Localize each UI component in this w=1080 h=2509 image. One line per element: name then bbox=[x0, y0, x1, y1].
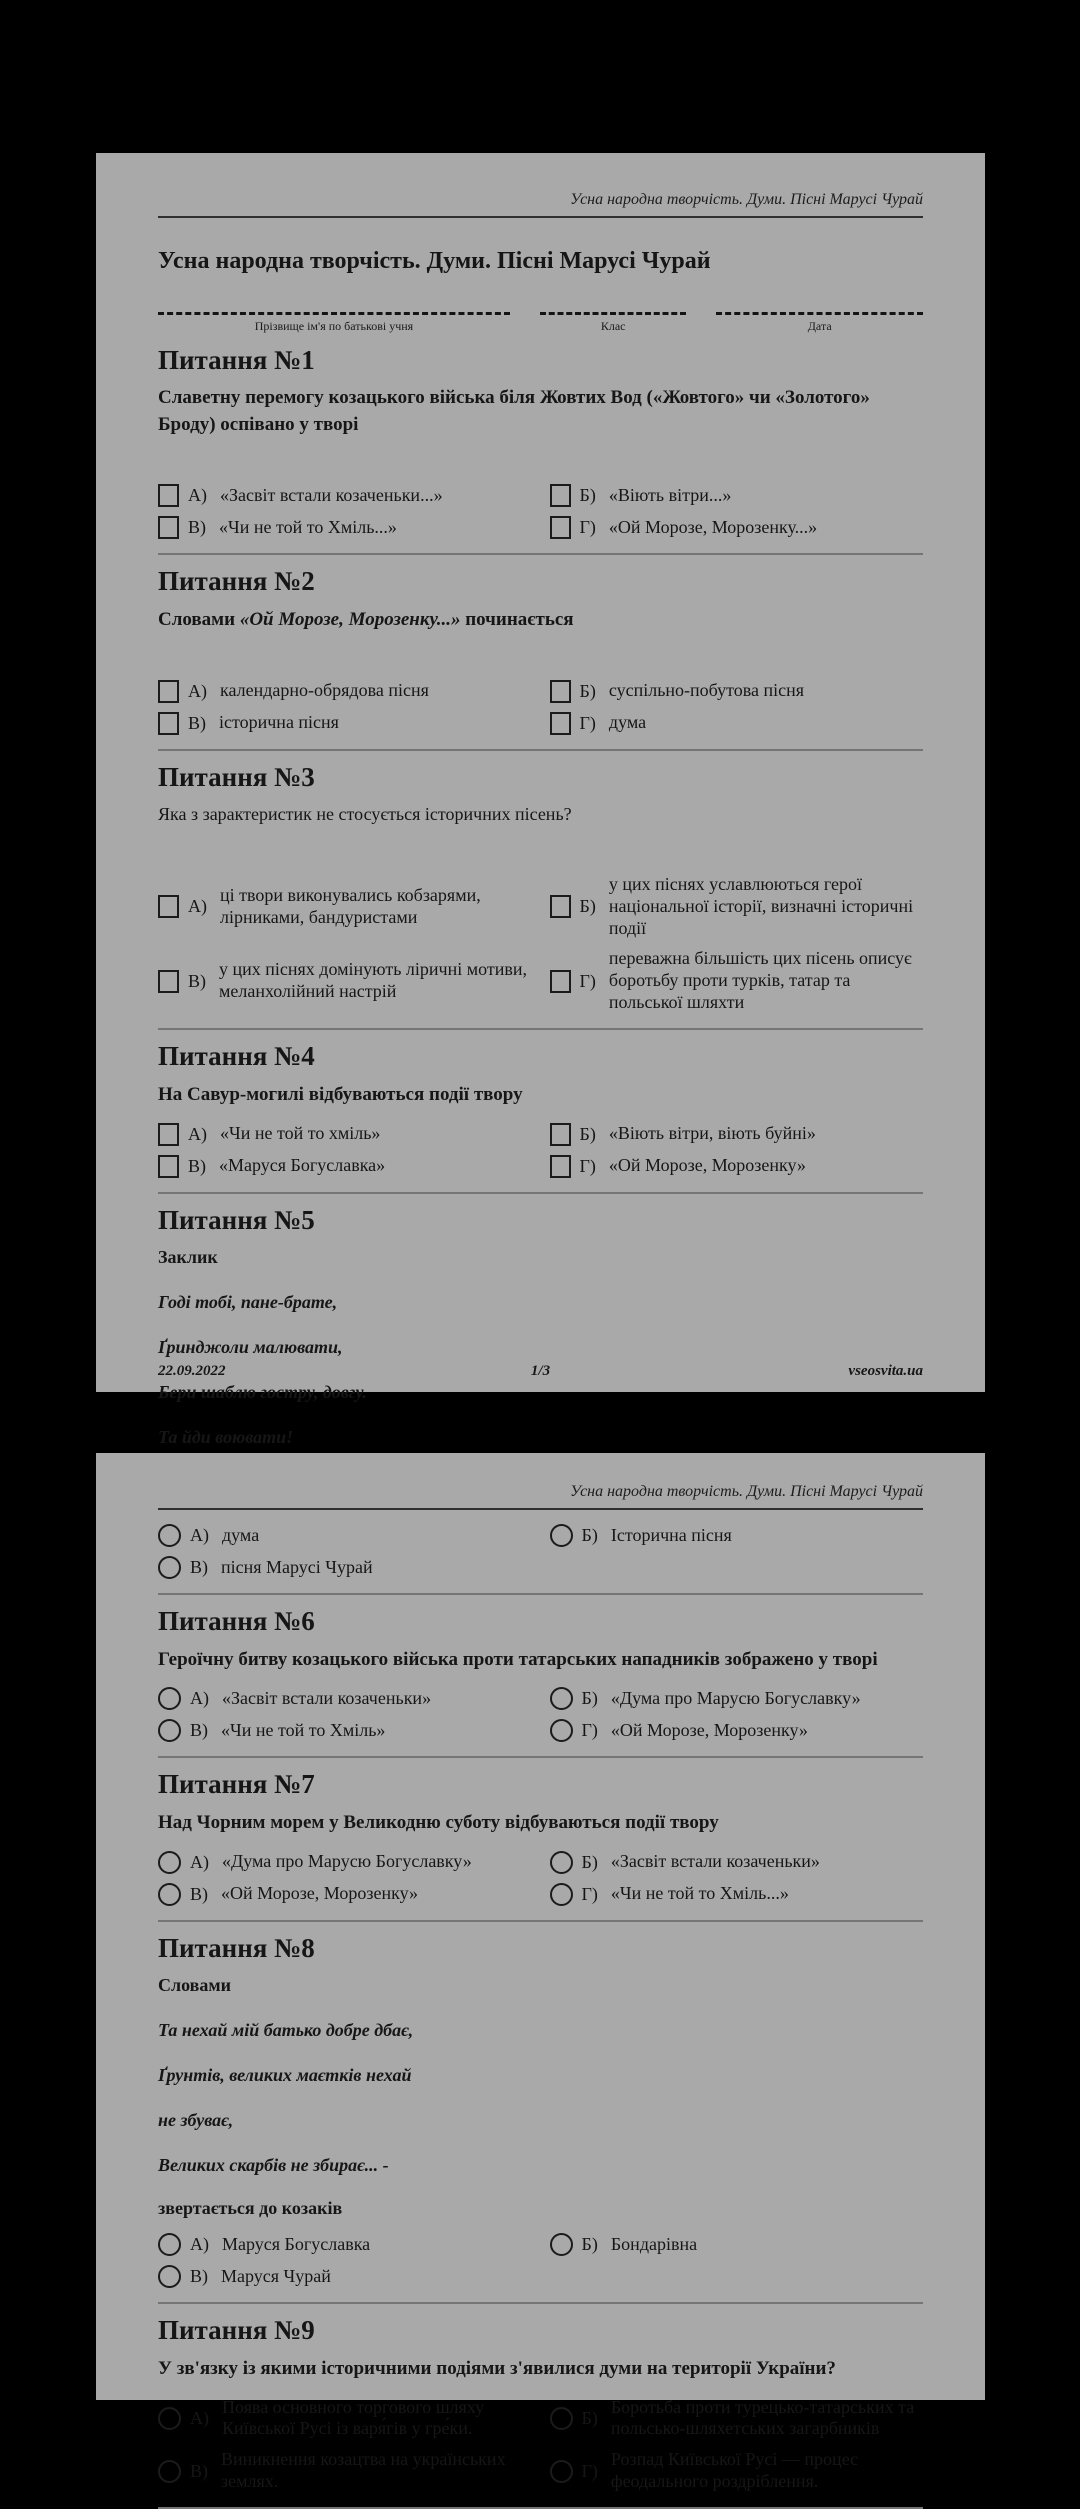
radio-icon[interactable] bbox=[158, 1851, 181, 1874]
section-divider bbox=[158, 749, 923, 751]
page-footer bbox=[158, 1363, 923, 1380]
options-grid bbox=[158, 484, 923, 539]
option-v[interactable] bbox=[158, 948, 532, 1014]
option-letter: А) bbox=[190, 1851, 209, 1872]
radio-icon[interactable] bbox=[158, 2233, 181, 2256]
option-g[interactable] bbox=[550, 1719, 924, 1742]
option-text: Розпад Київської Русі — процес феодального роздріблення. bbox=[610, 2449, 859, 2492]
question-2 bbox=[158, 567, 923, 750]
question-heading: Питання №9 bbox=[158, 2315, 315, 2346]
option-v[interactable] bbox=[158, 2449, 532, 2493]
option-b[interactable] bbox=[550, 1687, 924, 1710]
option-text: «Дума про Марусю Богуславку» bbox=[610, 1687, 861, 1708]
option-b[interactable] bbox=[550, 680, 924, 703]
option-letter: Б) bbox=[581, 1688, 598, 1709]
option-letter: Б) bbox=[579, 680, 596, 701]
option-text: «Дума про Марусю Богуславку» bbox=[222, 1851, 472, 1872]
option-a[interactable] bbox=[158, 874, 532, 940]
option-letter: В) bbox=[190, 1720, 208, 1741]
option-text: «Чи не той то Хміль...» bbox=[219, 516, 397, 537]
option-text: Історична пісня bbox=[610, 1524, 732, 1545]
option-v[interactable] bbox=[158, 516, 532, 539]
running-header: Усна народна творчість. Думи. Пісні Марусі Чурай bbox=[158, 1453, 923, 1510]
option-letter: В) bbox=[188, 517, 206, 538]
checkbox-icon[interactable] bbox=[158, 680, 179, 703]
date-field bbox=[716, 302, 923, 334]
option-a[interactable] bbox=[158, 1851, 532, 1874]
option-g[interactable] bbox=[550, 1155, 924, 1178]
radio-icon[interactable] bbox=[158, 2407, 181, 2430]
option-g[interactable] bbox=[550, 948, 924, 1014]
option-text: пісня Марусі Чурай bbox=[221, 1556, 373, 1577]
verse-line: Годі тобі, пане-брате, bbox=[158, 1292, 338, 1313]
option-letter: А) bbox=[188, 485, 207, 506]
radio-icon[interactable] bbox=[158, 1883, 181, 1906]
option-letter: Г) bbox=[581, 1720, 598, 1741]
question-heading: Питання №2 bbox=[158, 566, 315, 597]
document-page-2 bbox=[96, 1453, 985, 2492]
checkbox-icon[interactable] bbox=[550, 895, 571, 918]
option-letter: А) bbox=[190, 1525, 209, 1545]
question-tail: звертається до козаків bbox=[158, 2198, 343, 2219]
option-a[interactable] bbox=[158, 1123, 532, 1146]
option-a[interactable] bbox=[158, 680, 532, 703]
footer-date: 22.09.2022 bbox=[158, 1363, 226, 1379]
radio-icon[interactable] bbox=[158, 2460, 181, 2483]
question-text: Яка з зарактеристик не стосується історичних пісень? bbox=[158, 804, 572, 825]
verse-line: Ґрунтів, великих маєтків нехай bbox=[158, 2065, 412, 2086]
name-field-label: Прізвище ім'я по батькові учня bbox=[254, 318, 414, 333]
option-letter: Б) bbox=[579, 896, 596, 917]
option-letter: Г) bbox=[579, 1155, 596, 1176]
option-letter: А) bbox=[188, 1123, 207, 1144]
radio-icon[interactable] bbox=[550, 2407, 573, 2430]
option-text: ці твори виконувались кобзарями, лірниками, бандуристами bbox=[220, 884, 481, 927]
checkbox-icon[interactable] bbox=[158, 516, 179, 539]
option-letter: Г) bbox=[581, 1883, 598, 1904]
option-letter: Г) bbox=[579, 970, 596, 991]
document-title: Усна народна творчість. Думи. Пісні Марусі Чурай bbox=[158, 248, 711, 274]
verse-line: Ґринджоли малювати, bbox=[158, 1337, 343, 1358]
option-text: «Чи не той то Хміль» bbox=[221, 1719, 386, 1740]
options-grid bbox=[158, 874, 923, 1015]
question-heading: Питання №7 bbox=[158, 1769, 315, 1800]
options-grid bbox=[158, 680, 923, 735]
option-text: Виникнення козацтва на українських землях. bbox=[221, 2449, 506, 2492]
option-text: дума bbox=[222, 1524, 260, 1545]
option-b[interactable] bbox=[550, 1851, 924, 1874]
option-b[interactable] bbox=[550, 1123, 924, 1146]
checkbox-icon[interactable] bbox=[550, 1155, 571, 1178]
question-1 bbox=[158, 346, 923, 556]
question-heading: Питання №5 bbox=[158, 1204, 315, 1235]
option-letter: В) bbox=[188, 970, 206, 991]
radio-icon[interactable] bbox=[158, 1719, 181, 1742]
option-letter: А) bbox=[190, 2234, 209, 2255]
checkbox-icon[interactable] bbox=[158, 1123, 179, 1146]
option-text: «Чи не той то Хміль...» bbox=[610, 1883, 789, 1904]
question-text bbox=[158, 607, 923, 634]
radio-icon[interactable] bbox=[550, 1883, 573, 1906]
question-lead: Словами bbox=[158, 1975, 232, 1996]
option-letter: Г) bbox=[581, 2460, 598, 2481]
checkbox-icon[interactable] bbox=[158, 484, 179, 507]
option-letter: Б) bbox=[579, 485, 596, 506]
option-letter: Б) bbox=[581, 2234, 598, 2255]
section-divider bbox=[158, 1756, 923, 1758]
option-b[interactable] bbox=[550, 2397, 924, 2441]
checkbox-icon[interactable] bbox=[158, 970, 179, 993]
option-letter: А) bbox=[188, 896, 207, 917]
option-text: історична пісня bbox=[219, 712, 339, 733]
section-divider bbox=[158, 1593, 923, 1595]
option-letter: Г) bbox=[579, 517, 596, 538]
radio-icon[interactable] bbox=[158, 2265, 181, 2288]
date-field-label: Дата bbox=[807, 318, 832, 333]
option-a[interactable] bbox=[158, 1687, 532, 1710]
running-header: Усна народна творчість. Думи. Пісні Марусі Чурай bbox=[158, 153, 923, 218]
option-letter: В) bbox=[188, 1155, 206, 1176]
checkbox-icon[interactable] bbox=[550, 516, 571, 539]
option-text: у цих піснях уславлюються герої національної історії, визначні історичні події bbox=[608, 873, 914, 938]
option-g[interactable] bbox=[550, 516, 924, 539]
question-6 bbox=[158, 1607, 923, 1758]
option-letter: В) bbox=[190, 1557, 208, 1577]
option-text: у цих піснях домінують ліричні мотиви, меланхолійний настрій bbox=[219, 959, 528, 1002]
option-v[interactable] bbox=[158, 1155, 532, 1178]
option-text: «Ой Морозе, Морозенку» bbox=[608, 1155, 806, 1176]
option-text: «Ой Морозе, Морозенку...» bbox=[608, 516, 818, 537]
option-text: Боротьба проти турецько-татарських та польсько-шляхетських загарбників bbox=[610, 2396, 915, 2439]
question-8 bbox=[158, 1934, 923, 2305]
footer-page-number: 1/3 bbox=[530, 1363, 551, 1379]
option-text: переважна більшість цих пісень описує боротьбу проти турків, татар та польської шляхти bbox=[608, 948, 912, 1013]
option-letter: Б) bbox=[579, 1123, 596, 1144]
option-letter: Б) bbox=[581, 1851, 598, 1872]
option-text: суспільно-побутова пісня bbox=[608, 680, 805, 701]
verse-line: Та нехай мій батько добре дбає, bbox=[158, 2020, 414, 2041]
checkbox-icon[interactable] bbox=[158, 712, 179, 735]
options-grid bbox=[158, 1524, 923, 1579]
radio-icon[interactable] bbox=[550, 1851, 573, 1874]
section-divider bbox=[158, 1028, 923, 1030]
question-heading: Питання №1 bbox=[158, 344, 315, 375]
radio-icon[interactable] bbox=[550, 1719, 573, 1742]
radio-icon[interactable] bbox=[550, 1687, 573, 1710]
option-v[interactable] bbox=[158, 712, 532, 735]
radio-icon[interactable] bbox=[550, 2233, 573, 2256]
option-v[interactable] bbox=[158, 1719, 532, 1742]
options-grid bbox=[158, 2397, 923, 2494]
document-page-1 bbox=[96, 153, 985, 1448]
question-4 bbox=[158, 1042, 923, 1193]
question-7 bbox=[158, 1770, 923, 1921]
verse-line: Та йди воювати! bbox=[158, 1427, 294, 1448]
question-text: На Савур-могилі відбуваються події твору bbox=[158, 1084, 523, 1106]
option-b[interactable] bbox=[550, 484, 924, 507]
option-text: «Ой Морозе, Морозенку» bbox=[610, 1719, 808, 1740]
option-g[interactable] bbox=[550, 2449, 924, 2493]
options-grid bbox=[158, 1851, 923, 1906]
question-lead: Заклик bbox=[158, 1247, 218, 1268]
checkbox-icon[interactable] bbox=[550, 1123, 571, 1146]
footer-site: vseosvita.ua bbox=[848, 1363, 923, 1379]
checkbox-icon[interactable] bbox=[158, 895, 179, 918]
question-heading: Питання №8 bbox=[158, 1932, 315, 1963]
student-info-row bbox=[158, 302, 923, 334]
option-text: «Засвіт встали козаченьки» bbox=[610, 1851, 820, 1872]
option-text: календарно-обрядова пісня bbox=[220, 680, 429, 701]
option-letter: А) bbox=[190, 2407, 209, 2428]
option-text: «Ой Морозе, Морозенку» bbox=[221, 1883, 419, 1904]
option-letter: А) bbox=[190, 1688, 209, 1709]
options-grid bbox=[158, 2233, 923, 2288]
name-field bbox=[158, 302, 510, 334]
option-letter: А) bbox=[188, 680, 207, 701]
option-a[interactable] bbox=[158, 2397, 532, 2441]
option-v[interactable] bbox=[158, 1883, 532, 1906]
class-fill-line[interactable] bbox=[540, 302, 685, 315]
class-field bbox=[540, 302, 685, 334]
section-divider bbox=[158, 2302, 923, 2304]
option-text: дума bbox=[608, 712, 647, 733]
option-letter: Г) bbox=[579, 712, 596, 733]
option-a[interactable] bbox=[158, 1524, 532, 1547]
option-text: Маруся Богуславка bbox=[222, 2233, 371, 2254]
question-text: У зв'язку із якими історичними подіями з'явилися думи на території України? bbox=[158, 2357, 836, 2379]
options-grid bbox=[158, 1687, 923, 1742]
radio-icon[interactable] bbox=[550, 1524, 573, 1547]
option-b[interactable] bbox=[550, 2233, 924, 2256]
verse-line: не збуває, bbox=[158, 2110, 234, 2131]
option-letter: В) bbox=[190, 2460, 208, 2481]
option-letter: Б) bbox=[581, 1525, 598, 1545]
question-text: Над Чорним морем у Великодню суботу відбуваються події твору bbox=[158, 1811, 719, 1833]
question-9 bbox=[158, 2316, 923, 2509]
option-text: «Віють вітри...» bbox=[608, 484, 732, 505]
option-text: «Засвіт встали козаченьки» bbox=[222, 1687, 432, 1708]
question-3 bbox=[158, 763, 923, 1031]
section-divider bbox=[158, 553, 923, 555]
radio-icon[interactable] bbox=[550, 2460, 573, 2483]
radio-icon[interactable] bbox=[158, 1556, 181, 1579]
section-divider bbox=[158, 1920, 923, 1922]
checkbox-icon[interactable] bbox=[158, 1155, 179, 1178]
checkbox-icon[interactable] bbox=[550, 712, 571, 735]
checkbox-icon[interactable] bbox=[550, 970, 571, 993]
question-heading: Питання №6 bbox=[158, 1606, 315, 1636]
date-fill-line[interactable] bbox=[716, 302, 923, 315]
question-text-tail: починається bbox=[465, 609, 574, 631]
option-text: «Маруся Богуславка» bbox=[219, 1155, 386, 1176]
option-a[interactable] bbox=[158, 2233, 532, 2256]
option-letter: В) bbox=[188, 712, 206, 733]
name-fill-line[interactable] bbox=[158, 302, 510, 315]
option-text: Поява основного торгового шляху Київської Русі із варя́гів у гре́ки. bbox=[222, 2396, 485, 2439]
class-field-label: Клас bbox=[600, 318, 626, 333]
question-heading: Питання №4 bbox=[158, 1041, 315, 1072]
option-text: «Віють вітри, віють буйні» bbox=[608, 1123, 816, 1144]
checkbox-icon[interactable] bbox=[550, 680, 571, 703]
question-text: Героїчну битву козацького війська проти татарських нападників зображено у творі bbox=[158, 1648, 878, 1670]
checkbox-icon[interactable] bbox=[550, 484, 571, 507]
verse-line: Великих скарбів не збирає... - bbox=[158, 2155, 389, 2176]
verse-line: Бери шаблю гостру, довгу. bbox=[158, 1382, 367, 1403]
section-divider bbox=[158, 1192, 923, 1194]
option-text: «Засвіт встали козаченьки...» bbox=[220, 484, 443, 505]
option-letter: В) bbox=[190, 2266, 208, 2287]
question-5-options-continued bbox=[158, 1524, 923, 1595]
radio-icon[interactable] bbox=[158, 1687, 181, 1710]
option-g[interactable] bbox=[550, 1883, 924, 1906]
radio-icon[interactable] bbox=[158, 1524, 181, 1547]
option-text: Маруся Чурай bbox=[221, 2265, 331, 2286]
question-5 bbox=[158, 1206, 923, 1492]
option-letter: Б) bbox=[581, 2407, 598, 2428]
option-text: Бондарівна bbox=[610, 2233, 698, 2254]
question-text: Славетну перемогу козацького війська біля Жовтих Вод («Жовтого» чи «Золотого» Броду) оспівано у творі bbox=[158, 387, 870, 435]
option-text: «Чи не той то хміль» bbox=[220, 1123, 381, 1144]
option-a[interactable] bbox=[158, 484, 532, 507]
option-b[interactable] bbox=[550, 874, 924, 940]
question-heading: Питання №3 bbox=[158, 761, 315, 792]
options-grid bbox=[158, 1123, 923, 1178]
option-v[interactable] bbox=[158, 1556, 532, 1579]
option-g[interactable] bbox=[550, 712, 924, 735]
question-text-quote: «Ой Морозе, Морозенку...» bbox=[239, 609, 461, 631]
question-text-lead: Словами bbox=[158, 609, 236, 631]
option-b[interactable] bbox=[550, 1524, 924, 1547]
option-letter: В) bbox=[190, 1883, 208, 1904]
option-v[interactable] bbox=[158, 2265, 532, 2288]
